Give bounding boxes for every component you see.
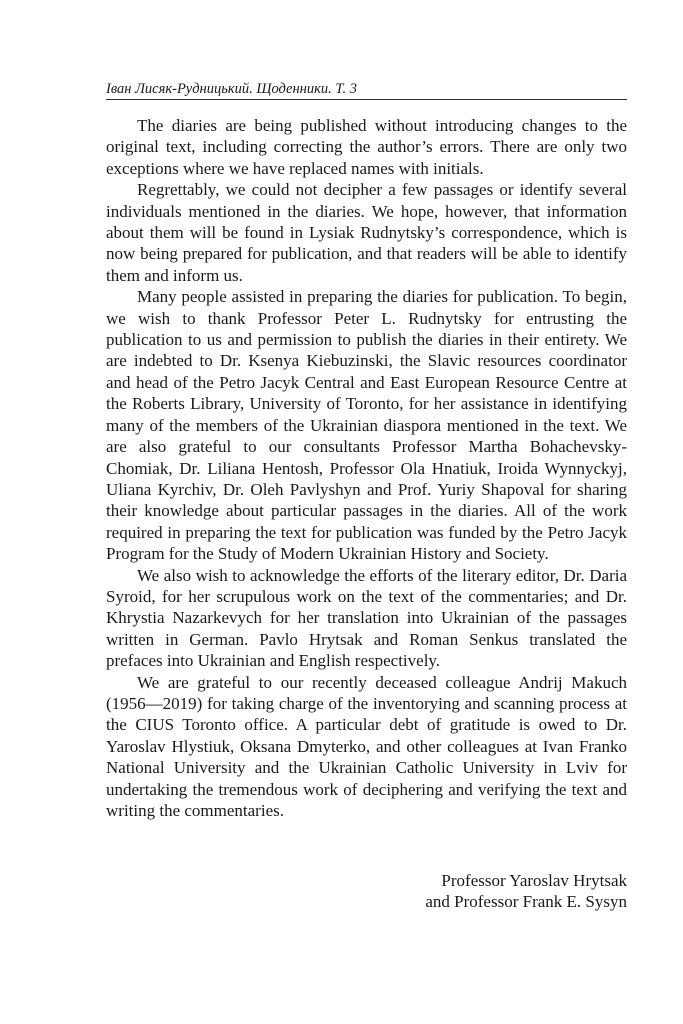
paragraph: The diaries are being published without introducing changes to the original text, including correcting the author’s errors. There are only two exceptions where we have replaced names with initials. (106, 116, 627, 178)
signature-block (300, 870, 627, 913)
paragraph: We are grateful to our recently deceased colleague Andrij Makuch (1956—2019) for taking charge of the inventorying and scanning process at the CIUS Toronto office. A particular debt of gratitude is owed to Dr. Yaroslav Hlystiuk, Oksana Dmyterko, and other colleagues at Ivan Franko National University and the Ukrainian Catholic University in Lviv for undertaking the tremendous work of deciphering and verifying the text and writing the commentaries. (106, 672, 627, 820)
paragraph: We also wish to acknowledge the efforts of the literary editor, Dr. Daria Syroid, for her scrupulous work on the text of the commentaries; and Dr. Khrystia Nazarkevych for her translation into Ukrainian of the passages written in German. Pavlo Hrytsak and Roman Senkus translated the prefaces into Ukrainian and English respectively. (106, 565, 627, 671)
body-text (106, 115, 627, 821)
paragraph: Regrettably, we could not decipher a few passages or identify several individuals mentioned in the diaries. We hope, however, that information about them will be found in Lysiak Rudnytsky’s correspondence, which is now being prepared for publication, and that readers will be able to identify them and inform us. (106, 180, 627, 285)
header-rule (106, 99, 627, 100)
signature-line: and Professor Frank E. Sysyn (425, 892, 627, 912)
paragraph: Many people assisted in preparing the diaries for publication. To begin, we wish to thank Professor Peter L. Rudnytsky for entrusting the publication to us and permission to publish the diaries in their entirety. We are indebted to Dr. Ksenya Kiebuzinski, the Slavic resources coordinator and head of the Petro Jacyk Central and East European Resource Centre at the Roberts Library, University of Toronto, for her assistance in identifying many of the members of the Ukrainian diaspora mentioned in the text. We are also grateful to our consultants Professor Martha Bohachevsky-Chomiak, Dr. Liliana Hentosh, Professor Ola Hnatiuk, Iroida Wynnyckyj, Uliana Kyrchiv, Dr. Oleh Pavlyshyn and Prof. Yuriy Shapoval for sharing their knowledge about particular passages in the diaries. All of the work required in preparing the text for publication was funded by the Petro Jacyk Program for the Study of Modern Ukrainian History and Society. (106, 287, 627, 564)
running-head: Іван Лисяк-Рудницький. Щоденники. Т. 3 (106, 81, 358, 97)
signature-line: Professor Yaroslav Hrytsak (441, 871, 627, 890)
